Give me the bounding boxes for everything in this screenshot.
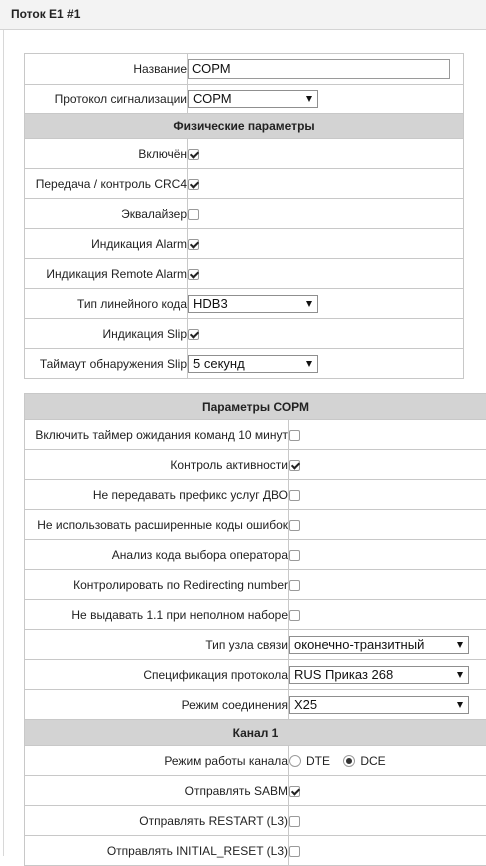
enabled-row	[25, 139, 464, 169]
spec-row	[25, 660, 486, 690]
line-code-select[interactable]	[188, 295, 318, 313]
send-restart-row	[25, 806, 486, 836]
channel-mode-label: Режим работы канала	[25, 746, 289, 776]
dropdown-arrow-icon	[457, 702, 463, 708]
dce-radio-label: DCE	[360, 754, 385, 768]
dce-radio[interactable]	[343, 755, 355, 767]
slip-timeout-value: 5 секунд	[193, 356, 245, 371]
no-1-1-checkbox[interactable]	[289, 610, 300, 621]
no-extended-errors-label: Не использовать расширенные коды ошибок	[25, 510, 289, 540]
line-code-label: Тип линейного кода	[25, 289, 188, 319]
dte-radio[interactable]	[289, 755, 301, 767]
cmd-timer-checkbox[interactable]	[289, 430, 300, 441]
dropdown-arrow-icon	[306, 96, 312, 102]
name-row	[25, 54, 464, 85]
signaling-value: СОРМ	[193, 91, 232, 106]
node-type-select[interactable]	[289, 636, 469, 654]
physical-section-header	[25, 114, 464, 139]
channel-mode-row	[25, 746, 486, 776]
enabled-label: Включён	[25, 139, 188, 169]
slip-timeout-label: Таймаут обнаружения Slip	[25, 349, 188, 379]
cmd-timer-row	[25, 420, 486, 450]
conn-mode-value: X25	[294, 697, 317, 712]
no-dvo-prefix-row	[25, 480, 486, 510]
activity-control-label: Контроль активности	[25, 450, 289, 480]
send-initial-reset-row	[25, 836, 486, 866]
window-header	[0, 0, 486, 30]
redirecting-row	[25, 570, 486, 600]
conn-mode-select[interactable]	[289, 696, 469, 714]
send-sabm-row	[25, 776, 486, 806]
sorm-section-title: Параметры СОРМ	[25, 394, 486, 420]
slip-timeout-row	[25, 349, 464, 379]
redirecting-checkbox[interactable]	[289, 580, 300, 591]
line-code-row	[25, 289, 464, 319]
sorm-settings-table	[24, 393, 486, 866]
send-sabm-checkbox[interactable]	[289, 786, 300, 797]
slip-row	[25, 319, 464, 349]
name-label: Название	[25, 54, 188, 85]
channel-section-header	[25, 720, 486, 746]
window-title: Поток E1 #1	[11, 7, 80, 21]
left-divider	[3, 30, 4, 856]
crc4-label: Передача / контроль CRC4	[25, 169, 188, 199]
dropdown-arrow-icon	[457, 672, 463, 678]
remote-alarm-checkbox[interactable]	[188, 269, 199, 280]
node-type-label: Тип узла связи	[25, 630, 289, 660]
alarm-checkbox[interactable]	[188, 239, 199, 250]
operator-code-row	[25, 540, 486, 570]
spec-value: RUS Приказ 268	[294, 667, 393, 682]
activity-control-row	[25, 450, 486, 480]
no-extended-errors-row	[25, 510, 486, 540]
no-1-1-label: Не выдавать 1.1 при неполном наборе	[25, 600, 289, 630]
send-initial-reset-label: Отправлять INITIAL_RESET (L3)	[25, 836, 289, 866]
spec-label: Спецификация протокола	[25, 660, 289, 690]
dropdown-arrow-icon	[306, 301, 312, 307]
node-type-value: оконечно-транзитный	[294, 637, 424, 652]
crc4-checkbox[interactable]	[188, 179, 199, 190]
channel-section-title: Канал 1	[25, 720, 486, 746]
dropdown-arrow-icon	[306, 361, 312, 367]
signaling-label: Протокол сигнализации	[25, 85, 188, 114]
slip-label: Индикация Slip	[25, 319, 188, 349]
send-restart-checkbox[interactable]	[289, 816, 300, 827]
send-restart-label: Отправлять RESTART (L3)	[25, 806, 289, 836]
alarm-label: Индикация Alarm	[25, 229, 188, 259]
conn-mode-row	[25, 690, 486, 720]
alarm-row	[25, 229, 464, 259]
redirecting-label: Контролировать по Redirecting number	[25, 570, 289, 600]
send-sabm-label: Отправлять SABM	[25, 776, 289, 806]
slip-checkbox[interactable]	[188, 329, 199, 340]
dropdown-arrow-icon	[457, 642, 463, 648]
crc4-row	[25, 169, 464, 199]
no-dvo-prefix-checkbox[interactable]	[289, 490, 300, 501]
physical-section-title: Физические параметры	[25, 114, 464, 139]
no-extended-errors-checkbox[interactable]	[289, 520, 300, 531]
equalizer-checkbox[interactable]	[188, 209, 199, 220]
no-dvo-prefix-label: Не передавать префикс услуг ДВО	[25, 480, 289, 510]
name-input[interactable]: СОРМ	[188, 59, 450, 79]
no-1-1-row	[25, 600, 486, 630]
equalizer-row	[25, 199, 464, 229]
cmd-timer-label: Включить таймер ожидания команд 10 минут	[25, 420, 289, 450]
line-code-value: HDB3	[193, 296, 228, 311]
send-initial-reset-checkbox[interactable]	[289, 846, 300, 857]
signaling-row	[25, 85, 464, 114]
signaling-select[interactable]	[188, 90, 318, 108]
sorm-section-header	[25, 394, 486, 420]
slip-timeout-select[interactable]	[188, 355, 318, 373]
dte-radio-label: DTE	[306, 754, 330, 768]
remote-alarm-label: Индикация Remote Alarm	[25, 259, 188, 289]
enabled-checkbox[interactable]	[188, 149, 199, 160]
stream-settings-table	[24, 53, 464, 379]
spec-select[interactable]	[289, 666, 469, 684]
equalizer-label: Эквалайзер	[25, 199, 188, 229]
operator-code-checkbox[interactable]	[289, 550, 300, 561]
activity-control-checkbox[interactable]	[289, 460, 300, 471]
conn-mode-label: Режим соединения	[25, 690, 289, 720]
remote-alarm-row	[25, 259, 464, 289]
operator-code-label: Анализ кода выбора оператора	[25, 540, 289, 570]
node-type-row	[25, 630, 486, 660]
